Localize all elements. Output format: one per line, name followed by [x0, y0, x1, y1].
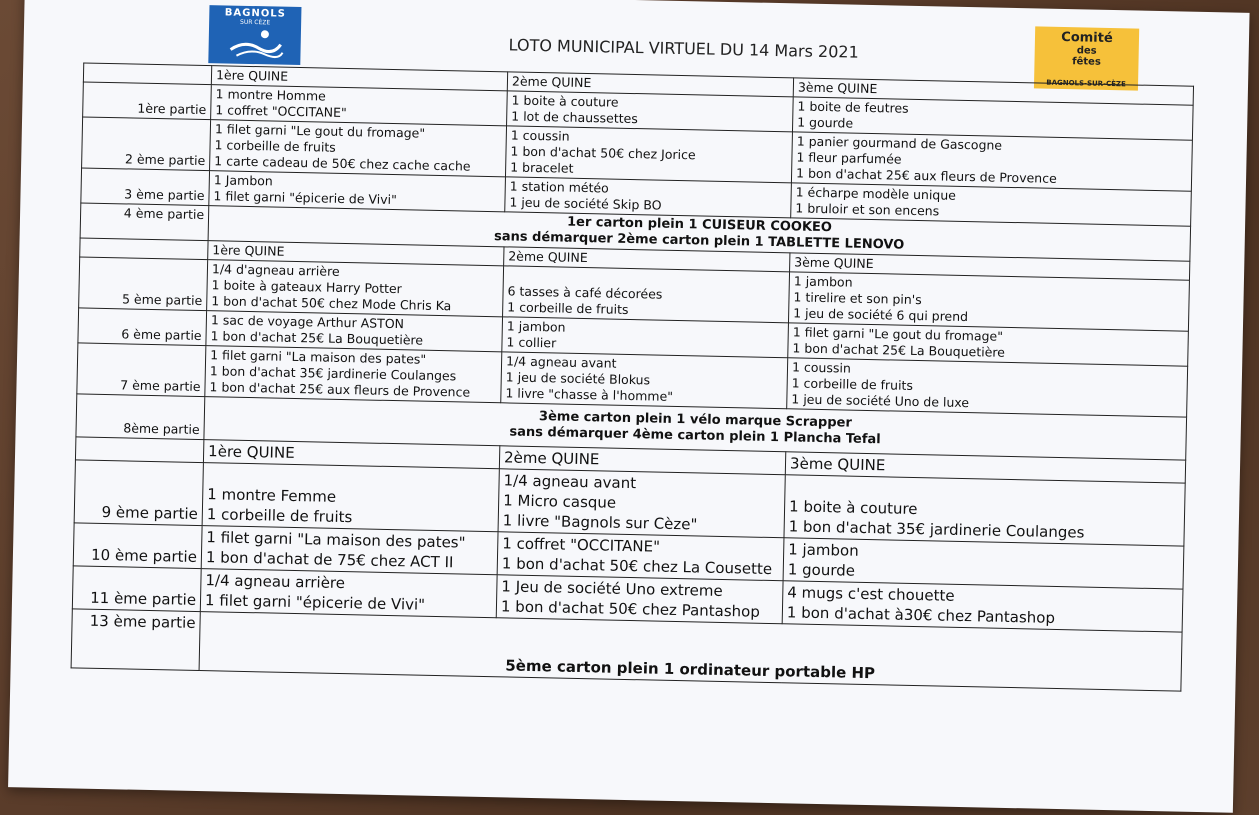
prize-item: 1 fleur parfumée: [796, 149, 902, 167]
prize-item: 1 bon d'achat 50€ chez Mode Chris Ka: [211, 293, 452, 314]
prize-item: 1/4 d'agneau arrière: [211, 261, 340, 279]
prize-cell: [503, 266, 790, 323]
prize-item: 1 collier: [506, 334, 557, 351]
prize-cell: [498, 469, 785, 538]
prize-cell: [787, 358, 1188, 417]
prize-item: 1 coffret "OCCITANE": [215, 102, 347, 121]
prize-item: 1 Micro casque: [503, 491, 617, 512]
prize-item: 1 boite à couture: [788, 497, 918, 519]
part-label: 2 ème partie: [82, 117, 211, 171]
prize-item: 1 jambon: [506, 318, 566, 335]
header-q2: 2ème QUINE: [499, 446, 785, 475]
prize-item: 1 corbeille de fruits: [206, 505, 353, 527]
prize-item: 1 corbeille de fruits: [214, 137, 336, 155]
prize-item: 1 montre Homme: [215, 86, 326, 104]
prize-item: 1 coussin: [791, 359, 851, 376]
prize-item: 1 bon d'achat 25€ aux fleurs de Provence: [209, 379, 471, 400]
prize-item: 1 jeu de société Blokus: [505, 369, 651, 388]
prize-item: 1 bon d'achat 25€ La Bouquetière: [792, 340, 1006, 360]
prize-item: 1 bon d'achat 35€ jardinerie Coulanges: [209, 363, 457, 384]
part-label: 13 ème partie: [71, 609, 200, 671]
prize-cell: [791, 132, 1192, 191]
prize-item: 1 filet garni "épicerie de Vivi": [213, 188, 398, 208]
prize-item: 1 bon d'achat 25€ La Bouquetière: [210, 328, 424, 348]
prize-item: 1 bon d'achat 50€ chez Jorice: [510, 143, 696, 163]
loto-sheet: [8, 0, 1249, 813]
prize-item: 1 station météo: [509, 178, 609, 196]
prize-cell: [205, 346, 502, 403]
part-label: 7 ème partie: [77, 343, 206, 397]
prize-cell: [788, 272, 1189, 331]
prize-cell: [505, 126, 792, 183]
prize-item: 4 mugs c'est chouette: [787, 583, 955, 605]
carton-line: 3ème carton plein 1 vélo marque Scrapper: [538, 409, 852, 431]
prize-item: 1/4 agneau arrière: [205, 571, 346, 593]
prize-item: 1 gourde: [787, 560, 856, 580]
logo-right-line4: BAGNOLS-SUR-CÈZE: [1046, 78, 1126, 89]
carton-line: sans démarquer 2ème carton plein 1 TABLETTE LENOVO: [493, 229, 905, 253]
prize-item: 1 jambon: [788, 540, 859, 560]
prize-item: 1 corbeille de fruits: [791, 375, 914, 393]
prize-item: 1 panier gourmand de Gascogne: [796, 133, 1003, 153]
carton-line: 1er carton plein 1 CUISEUR COOKEO: [566, 214, 833, 236]
prize-cell: [507, 91, 794, 132]
prize-cell: [502, 317, 789, 358]
prize-item: 1 boite de feutres: [797, 98, 909, 116]
prize-item: 1 jeu de société Skip BO: [509, 194, 662, 213]
prize-item: 1 bon d'achat de 75€ chez ACT II: [205, 548, 454, 572]
prize-table: [71, 62, 1194, 691]
prize-cell: [200, 569, 497, 618]
logo-right-line1: Comité: [1061, 29, 1113, 47]
prize-item: 6 tasses à café décorées: [507, 283, 663, 302]
prize-item: 1 jeu de société Uno de luxe: [791, 391, 970, 411]
prize-item: 1 bracelet: [510, 159, 574, 176]
prize-item: 1 Jeu de société Uno extreme: [501, 577, 723, 600]
part-label: 10 ème partie: [73, 523, 202, 569]
prize-cell: [496, 575, 783, 624]
prize-item: 1 carte cadeau de 50€ chez cache cache: [214, 153, 471, 174]
prize-item: 1 livre "chasse à l'homme": [505, 385, 674, 404]
header-q1: 1ère QUINE: [208, 241, 504, 266]
prize-item: 1 filet garni "La maison des pates": [210, 347, 427, 367]
logo-left-name: BAGNOLS: [224, 7, 286, 20]
prize-item: 1 coussin: [510, 127, 570, 144]
prize-item: 1/4 agneau avant: [505, 353, 617, 371]
header-q2: 2ème QUINE: [504, 247, 790, 272]
header-q3: 3ème QUINE: [790, 253, 1190, 280]
prize-item: 1 Jambon: [213, 172, 273, 189]
part-label: 5 ème partie: [79, 257, 208, 311]
prize-cell: [784, 475, 1185, 546]
prize-item: 1 filet garni "Le gout du fromage": [792, 324, 1004, 344]
prize-item: 1 lot de chaussettes: [511, 108, 639, 127]
prize-item: 1 montre Femme: [207, 485, 337, 506]
prize-item: 1 jeu de société 6 qui prend: [793, 305, 969, 325]
page-title: LOTO MUNICIPAL VIRTUEL DU 14 Mars 2021: [508, 35, 859, 62]
part-label: 3 ème partie: [81, 168, 210, 206]
prize-item: 1 coffret "OCCITANE": [502, 534, 661, 556]
prize-item: 1 bon d'achat à30€ chez Pantashop: [786, 603, 1056, 627]
prize-cell: [501, 352, 788, 409]
header-q1: 1ère QUINE: [203, 440, 499, 469]
prize-cell: [505, 177, 792, 218]
prize-item: 1 bon d'achat 35€ jardinerie Coulanges: [788, 517, 1085, 542]
part-label: 1ère partie: [83, 82, 212, 120]
header-q3: 3ème QUINE: [785, 452, 1185, 483]
prize-item: 1 boite à gateaux Harry Potter: [211, 277, 402, 297]
comite-logo: [1034, 26, 1139, 90]
swimmer-icon: [224, 25, 285, 62]
prize-item: 1 sac de voyage Arthur ASTON: [210, 312, 405, 332]
prize-item: 1 corbeille de fruits: [507, 299, 629, 317]
prize-item: 1 gourde: [797, 114, 854, 131]
prize-cell: [497, 532, 784, 581]
prize-item: 1 filet garni "Le gout du fromage": [214, 121, 426, 141]
header-q2: 2ème QUINE: [507, 72, 793, 97]
part-label: 9 ème partie: [74, 460, 203, 526]
prize-item: 1 boite à couture: [511, 92, 619, 110]
prize-cell: [202, 463, 499, 532]
prize-item: 1/4 agneau avant: [503, 471, 637, 493]
prize-item: 1 bon d'achat 50€ chez La Cousette: [501, 554, 773, 579]
part-label: 8ème partie: [76, 394, 205, 440]
logo-left-sub: SUR CÈZE: [239, 18, 271, 27]
prize-item: 1 écharpe modèle unique: [795, 184, 957, 203]
logo-right-line2: des: [1076, 45, 1097, 57]
corner-cell: [75, 437, 203, 463]
prize-item: 1 bon d'achat 25€ aux fleurs de Provence: [795, 165, 1057, 186]
logo-right-line3: fêtes: [1072, 56, 1101, 68]
carton-line: sans démarquer 4ème carton plein 1 Plancha Tefal: [509, 424, 881, 448]
header-q1: 1ère QUINE: [211, 66, 507, 91]
prize-item: 1 bon d'achat 50€ chez Pantashop: [500, 597, 761, 621]
part-label: 6 ème partie: [78, 308, 207, 346]
part-label: 11 ème partie: [72, 566, 201, 612]
header-q3: 3ème QUINE: [793, 78, 1193, 105]
prize-item: 1 livre "Bagnols sur Cèze": [502, 511, 698, 534]
prize-cell: [201, 526, 498, 575]
bagnols-logo: [208, 5, 301, 65]
part-label: 4 ème partie: [80, 203, 209, 241]
prize-item: 1 bruloir et son encens: [795, 200, 940, 219]
prize-cell: [207, 260, 504, 317]
prize-item: 1 filet garni "La maison des pates": [206, 528, 466, 552]
prize-item: 1 filet garni "épicerie de Vivi": [204, 591, 426, 614]
prize-cell: [210, 120, 507, 177]
prize-item: 1 jambon: [793, 273, 853, 290]
prize-item: 1 tirelire et son pin's: [793, 289, 922, 308]
carton-line: 5ème carton plein 1 ordinateur portable HP: [505, 656, 876, 683]
